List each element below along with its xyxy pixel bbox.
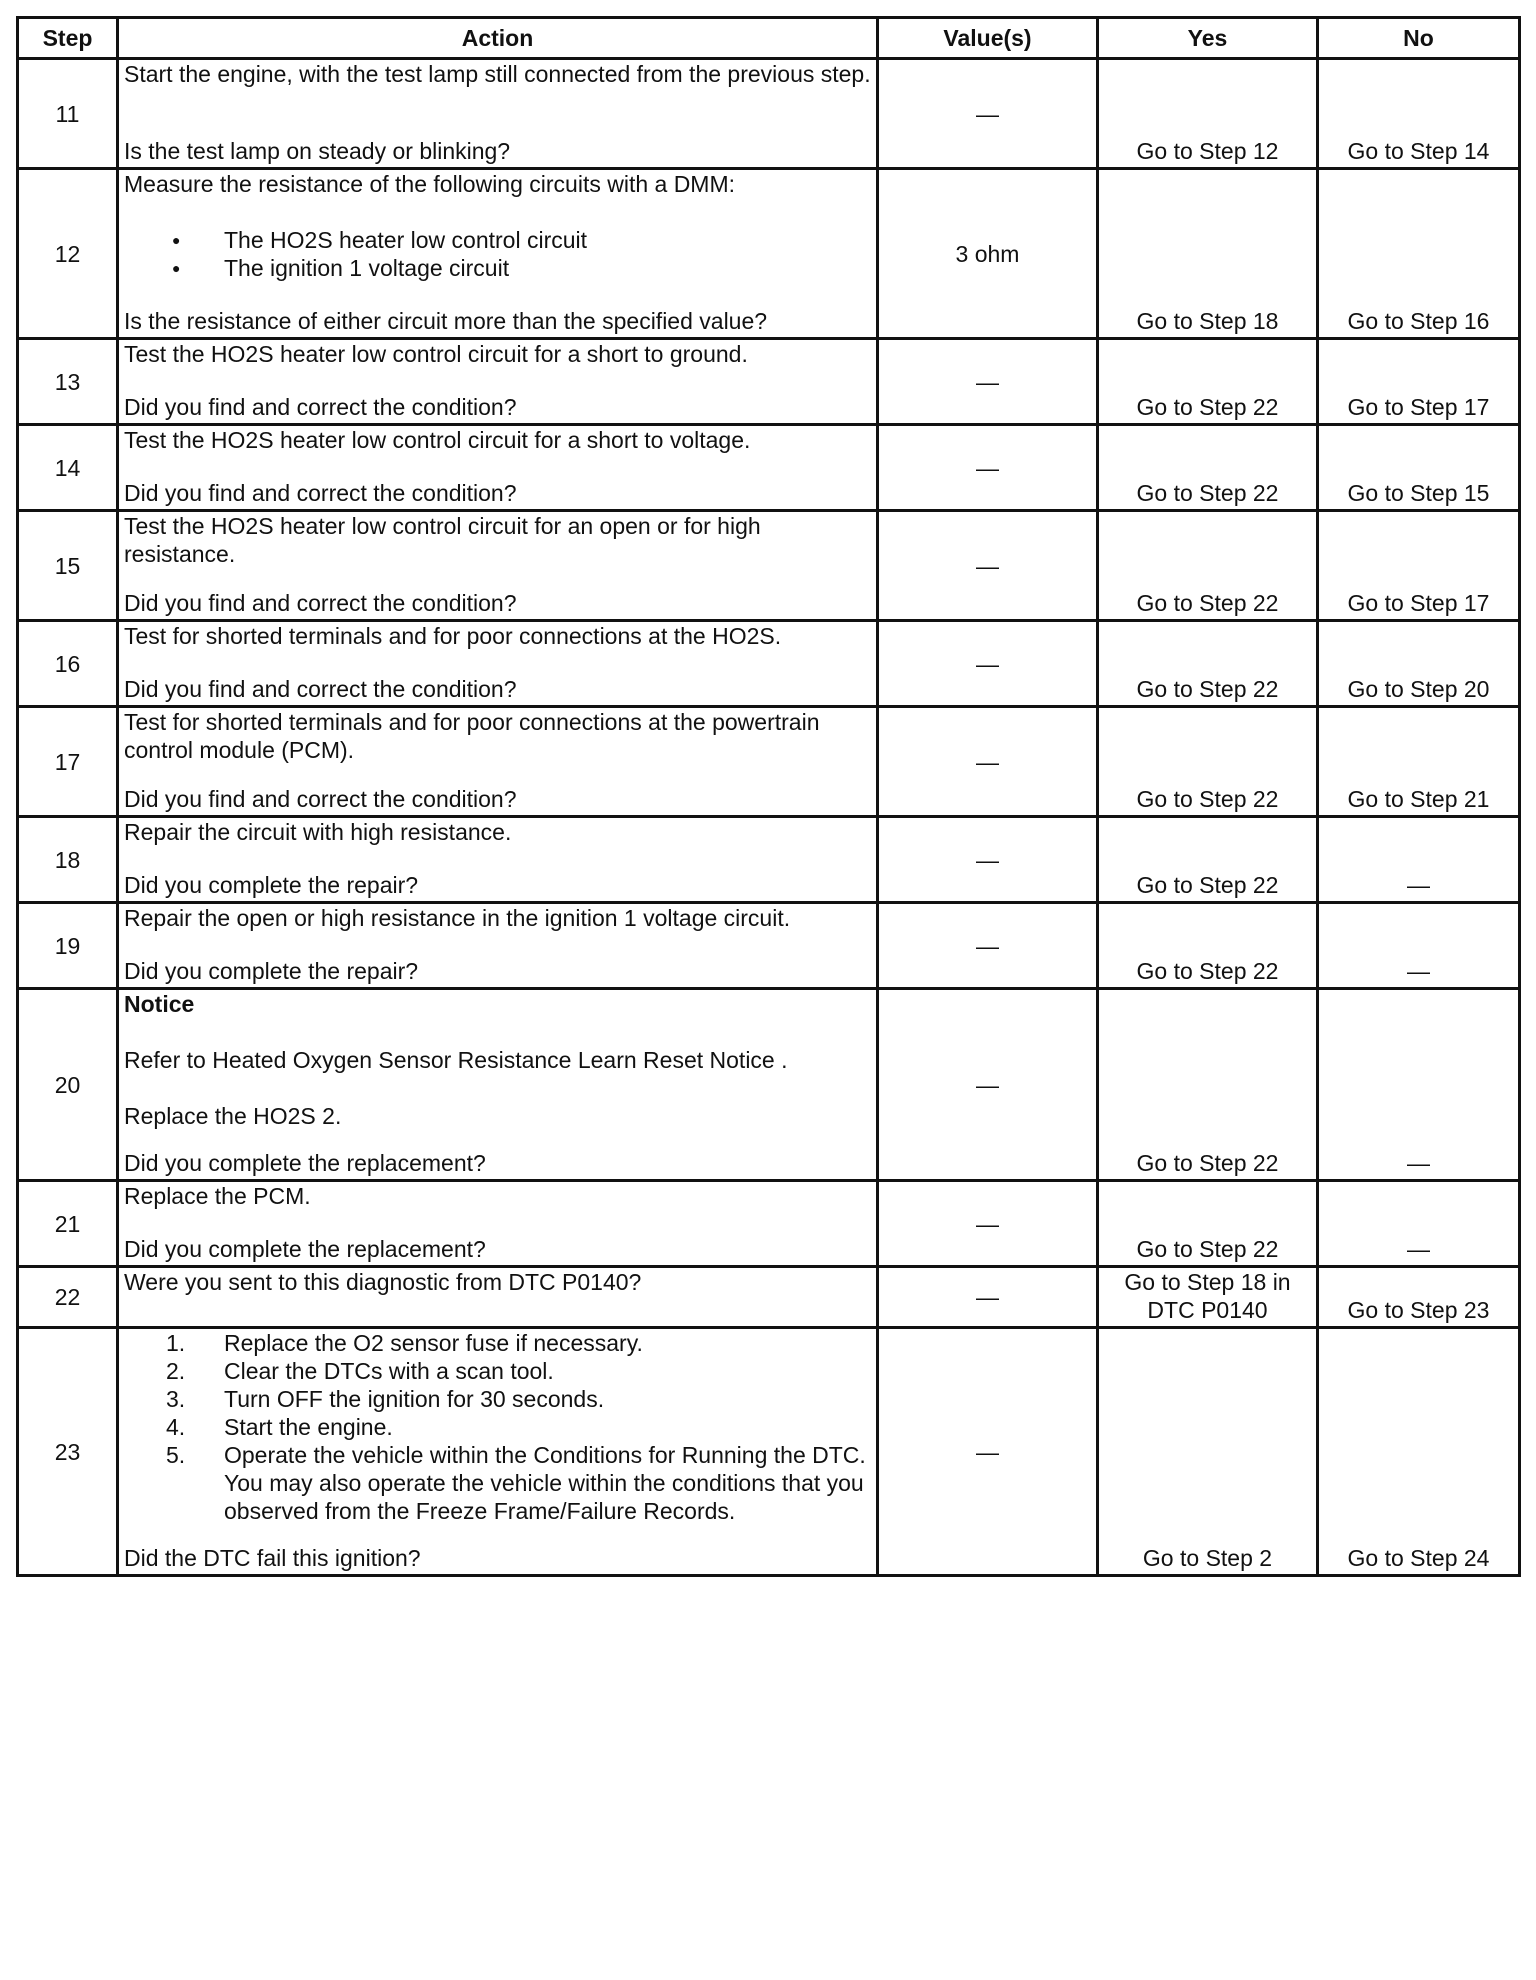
table-row [18, 817, 1520, 903]
no-cell: — [1318, 989, 1520, 1181]
action-content [124, 904, 872, 985]
action-content [124, 990, 872, 1177]
action-content [124, 1329, 872, 1572]
action-top [124, 512, 872, 568]
action-text: Test the HO2S heater low control circuit for an open or for high resistance. [124, 513, 761, 567]
action-text: Were you sent to this diagnostic from DTC P0140? [124, 1269, 642, 1295]
value-cell: — [878, 511, 1098, 621]
yes-cell: Go to Step 22 [1098, 339, 1318, 425]
table-row [18, 989, 1520, 1181]
value-cell: — [878, 1267, 1098, 1328]
action-top [124, 1268, 872, 1296]
table-row [18, 339, 1520, 425]
value-cell: 3 ohm [878, 169, 1098, 339]
step-number: 21 [18, 1181, 118, 1267]
action-content [124, 1268, 872, 1319]
numbered-list [124, 1329, 872, 1525]
step-number: 11 [18, 59, 118, 169]
yes-cell: Go to Step 22 [1098, 511, 1318, 621]
action-top [124, 1329, 872, 1525]
action-content [124, 708, 872, 813]
bullet-text: The ignition 1 voltage circuit [224, 255, 510, 281]
bullet-item [124, 254, 872, 282]
step-number: 18 [18, 817, 118, 903]
action-top [124, 340, 872, 368]
step-number: 22 [18, 1267, 118, 1328]
action-top [124, 990, 872, 1130]
action-top [124, 818, 872, 846]
action-cell [118, 1328, 878, 1576]
action-cell [118, 511, 878, 621]
value-cell: — [878, 621, 1098, 707]
header-no: No [1318, 18, 1520, 59]
numbered-item [124, 1385, 872, 1413]
step-number: 12 [18, 169, 118, 339]
numbered-text: Start the engine. [224, 1414, 393, 1440]
numbered-text: Turn OFF the ignition for 30 seconds. [224, 1386, 605, 1412]
header-yes: Yes [1098, 18, 1318, 59]
table-row [18, 59, 1520, 169]
yes-cell: Go to Step 12 [1098, 59, 1318, 169]
action-content [124, 622, 872, 703]
action-text: Measure the resistance of the following circuits with a DMM: [124, 171, 736, 197]
bullet-text: The HO2S heater low control circuit [224, 227, 588, 253]
step-number: 20 [18, 989, 118, 1181]
table-row [18, 1267, 1520, 1328]
value-cell: — [878, 989, 1098, 1181]
value-cell: — [878, 707, 1098, 817]
numbered-text: Replace the O2 sensor fuse if necessary. [224, 1330, 643, 1356]
value-cell: — [878, 1181, 1098, 1267]
action-cell [118, 621, 878, 707]
no-cell: Go to Step 15 [1318, 425, 1520, 511]
table-row [18, 707, 1520, 817]
item-number: 2. [166, 1358, 186, 1384]
action-top [124, 426, 872, 454]
action-top [124, 904, 872, 932]
no-cell: — [1318, 817, 1520, 903]
header-action: Action [118, 18, 878, 59]
action-top [124, 622, 872, 650]
numbered-item [124, 1329, 872, 1357]
action-cell [118, 59, 878, 169]
action-question: Did you find and correct the condition? [124, 590, 517, 616]
value-cell: — [878, 59, 1098, 169]
action-top [124, 170, 872, 282]
action-text: Test for shorted terminals and for poor connections at the HO2S. [124, 623, 782, 649]
bullet-item [124, 226, 872, 254]
table-row [18, 621, 1520, 707]
step-number: 23 [18, 1328, 118, 1576]
action-cell [118, 707, 878, 817]
numbered-item [124, 1357, 872, 1385]
action-question: Did you find and correct the condition? [124, 480, 517, 506]
numbered-item [124, 1413, 872, 1441]
action-cell [118, 425, 878, 511]
action-cell [118, 903, 878, 989]
action-text: Test the HO2S heater low control circuit for a short to voltage. [124, 427, 751, 453]
no-cell: Go to Step 24 [1318, 1328, 1520, 1576]
action-cell [118, 989, 878, 1181]
value-cell: — [878, 339, 1098, 425]
no-cell: Go to Step 21 [1318, 707, 1520, 817]
step-number: 15 [18, 511, 118, 621]
bullet-icon: ● [172, 260, 181, 276]
action-question: Is the test lamp on steady or blinking? [124, 138, 511, 164]
yes-cell: Go to Step 22 [1098, 425, 1318, 511]
yes-cell: Go to Step 22 [1098, 621, 1318, 707]
numbered-item [124, 1441, 872, 1525]
yes-cell: Go to Step 18 in DTC P0140 [1098, 1267, 1318, 1328]
action-content [124, 818, 872, 899]
yes-cell: Go to Step 22 [1098, 817, 1318, 903]
action-top [124, 60, 872, 88]
numbered-text: Clear the DTCs with a scan tool. [224, 1358, 554, 1384]
value-cell: — [878, 425, 1098, 511]
action-cell [118, 1181, 878, 1267]
action-top [124, 708, 872, 764]
action-question: Did you complete the replacement? [124, 1236, 486, 1262]
table-row [18, 1181, 1520, 1267]
action-cell [118, 817, 878, 903]
no-cell: — [1318, 1181, 1520, 1267]
notice-heading: Notice [124, 991, 195, 1017]
action-content [124, 340, 872, 421]
action-cell [118, 169, 878, 339]
diagnostic-table [16, 16, 1521, 1577]
yes-cell: Go to Step 22 [1098, 903, 1318, 989]
action-question: Is the resistance of either circuit more than the specified value? [124, 308, 768, 334]
action-content [124, 170, 872, 335]
header-step: Step [18, 18, 118, 59]
action-content [124, 1182, 872, 1263]
table-row [18, 511, 1520, 621]
step-number: 13 [18, 339, 118, 425]
header-row [18, 18, 1520, 59]
numbered-text: Operate the vehicle within the Conditions for Running the DTC. You may also operate the vehicle within the conditions that you observed from the Freeze Frame/Failure Records. [224, 1442, 866, 1524]
value-cell: — [878, 817, 1098, 903]
step-number: 17 [18, 707, 118, 817]
action-text: Repair the circuit with high resistance. [124, 819, 512, 845]
action-question: Did you complete the repair? [124, 958, 419, 984]
action-question: Did you complete the replacement? [124, 1150, 486, 1176]
item-number: 4. [166, 1414, 186, 1440]
action-text: Replace the PCM. [124, 1183, 311, 1209]
item-number: 5. [166, 1442, 186, 1468]
value-cell: — [878, 903, 1098, 989]
table-row [18, 903, 1520, 989]
no-cell: Go to Step 20 [1318, 621, 1520, 707]
action-cell [118, 339, 878, 425]
action-question: Did you complete the repair? [124, 872, 419, 898]
yes-cell: Go to Step 22 [1098, 989, 1318, 1181]
action-text: Replace the HO2S 2. [124, 1103, 342, 1129]
action-question: Did the DTC fail this ignition? [124, 1545, 421, 1571]
table-row [18, 169, 1520, 339]
no-cell: Go to Step 16 [1318, 169, 1520, 339]
table-row [18, 1328, 1520, 1576]
action-text: Test for shorted terminals and for poor connections at the powertrain control module (PCM). [124, 709, 820, 763]
action-cell [118, 1267, 878, 1328]
yes-cell: Go to Step 18 [1098, 169, 1318, 339]
action-content [124, 512, 872, 617]
no-cell: — [1318, 903, 1520, 989]
action-question: Did you find and correct the condition? [124, 676, 517, 702]
yes-cell: Go to Step 2 [1098, 1328, 1318, 1576]
bullet-icon: ● [172, 232, 181, 248]
bullet-list [124, 226, 872, 282]
no-cell: Go to Step 14 [1318, 59, 1520, 169]
action-text: Repair the open or high resistance in the ignition 1 voltage circuit. [124, 905, 791, 931]
action-text: Start the engine, with the test lamp still connected from the previous step. [124, 61, 871, 87]
step-number: 14 [18, 425, 118, 511]
yes-cell: Go to Step 22 [1098, 1181, 1318, 1267]
step-number: 19 [18, 903, 118, 989]
no-cell: Go to Step 17 [1318, 339, 1520, 425]
header-values: Value(s) [878, 18, 1098, 59]
action-question: Did you find and correct the condition? [124, 786, 517, 812]
action-top [124, 1182, 872, 1210]
action-content [124, 426, 872, 507]
step-number: 16 [18, 621, 118, 707]
yes-cell: Go to Step 22 [1098, 707, 1318, 817]
action-text: Refer to Heated Oxygen Sensor Resistance Learn Reset Notice . [124, 1047, 788, 1073]
item-number: 1. [166, 1330, 186, 1356]
action-question: Did you find and correct the condition? [124, 394, 517, 420]
no-cell: Go to Step 17 [1318, 511, 1520, 621]
action-content [124, 60, 872, 165]
item-number: 3. [166, 1386, 186, 1412]
value-cell: — [878, 1328, 1098, 1576]
table-row [18, 425, 1520, 511]
no-cell: Go to Step 23 [1318, 1267, 1520, 1328]
action-text: Test the HO2S heater low control circuit for a short to ground. [124, 341, 748, 367]
table-body [18, 59, 1520, 1576]
